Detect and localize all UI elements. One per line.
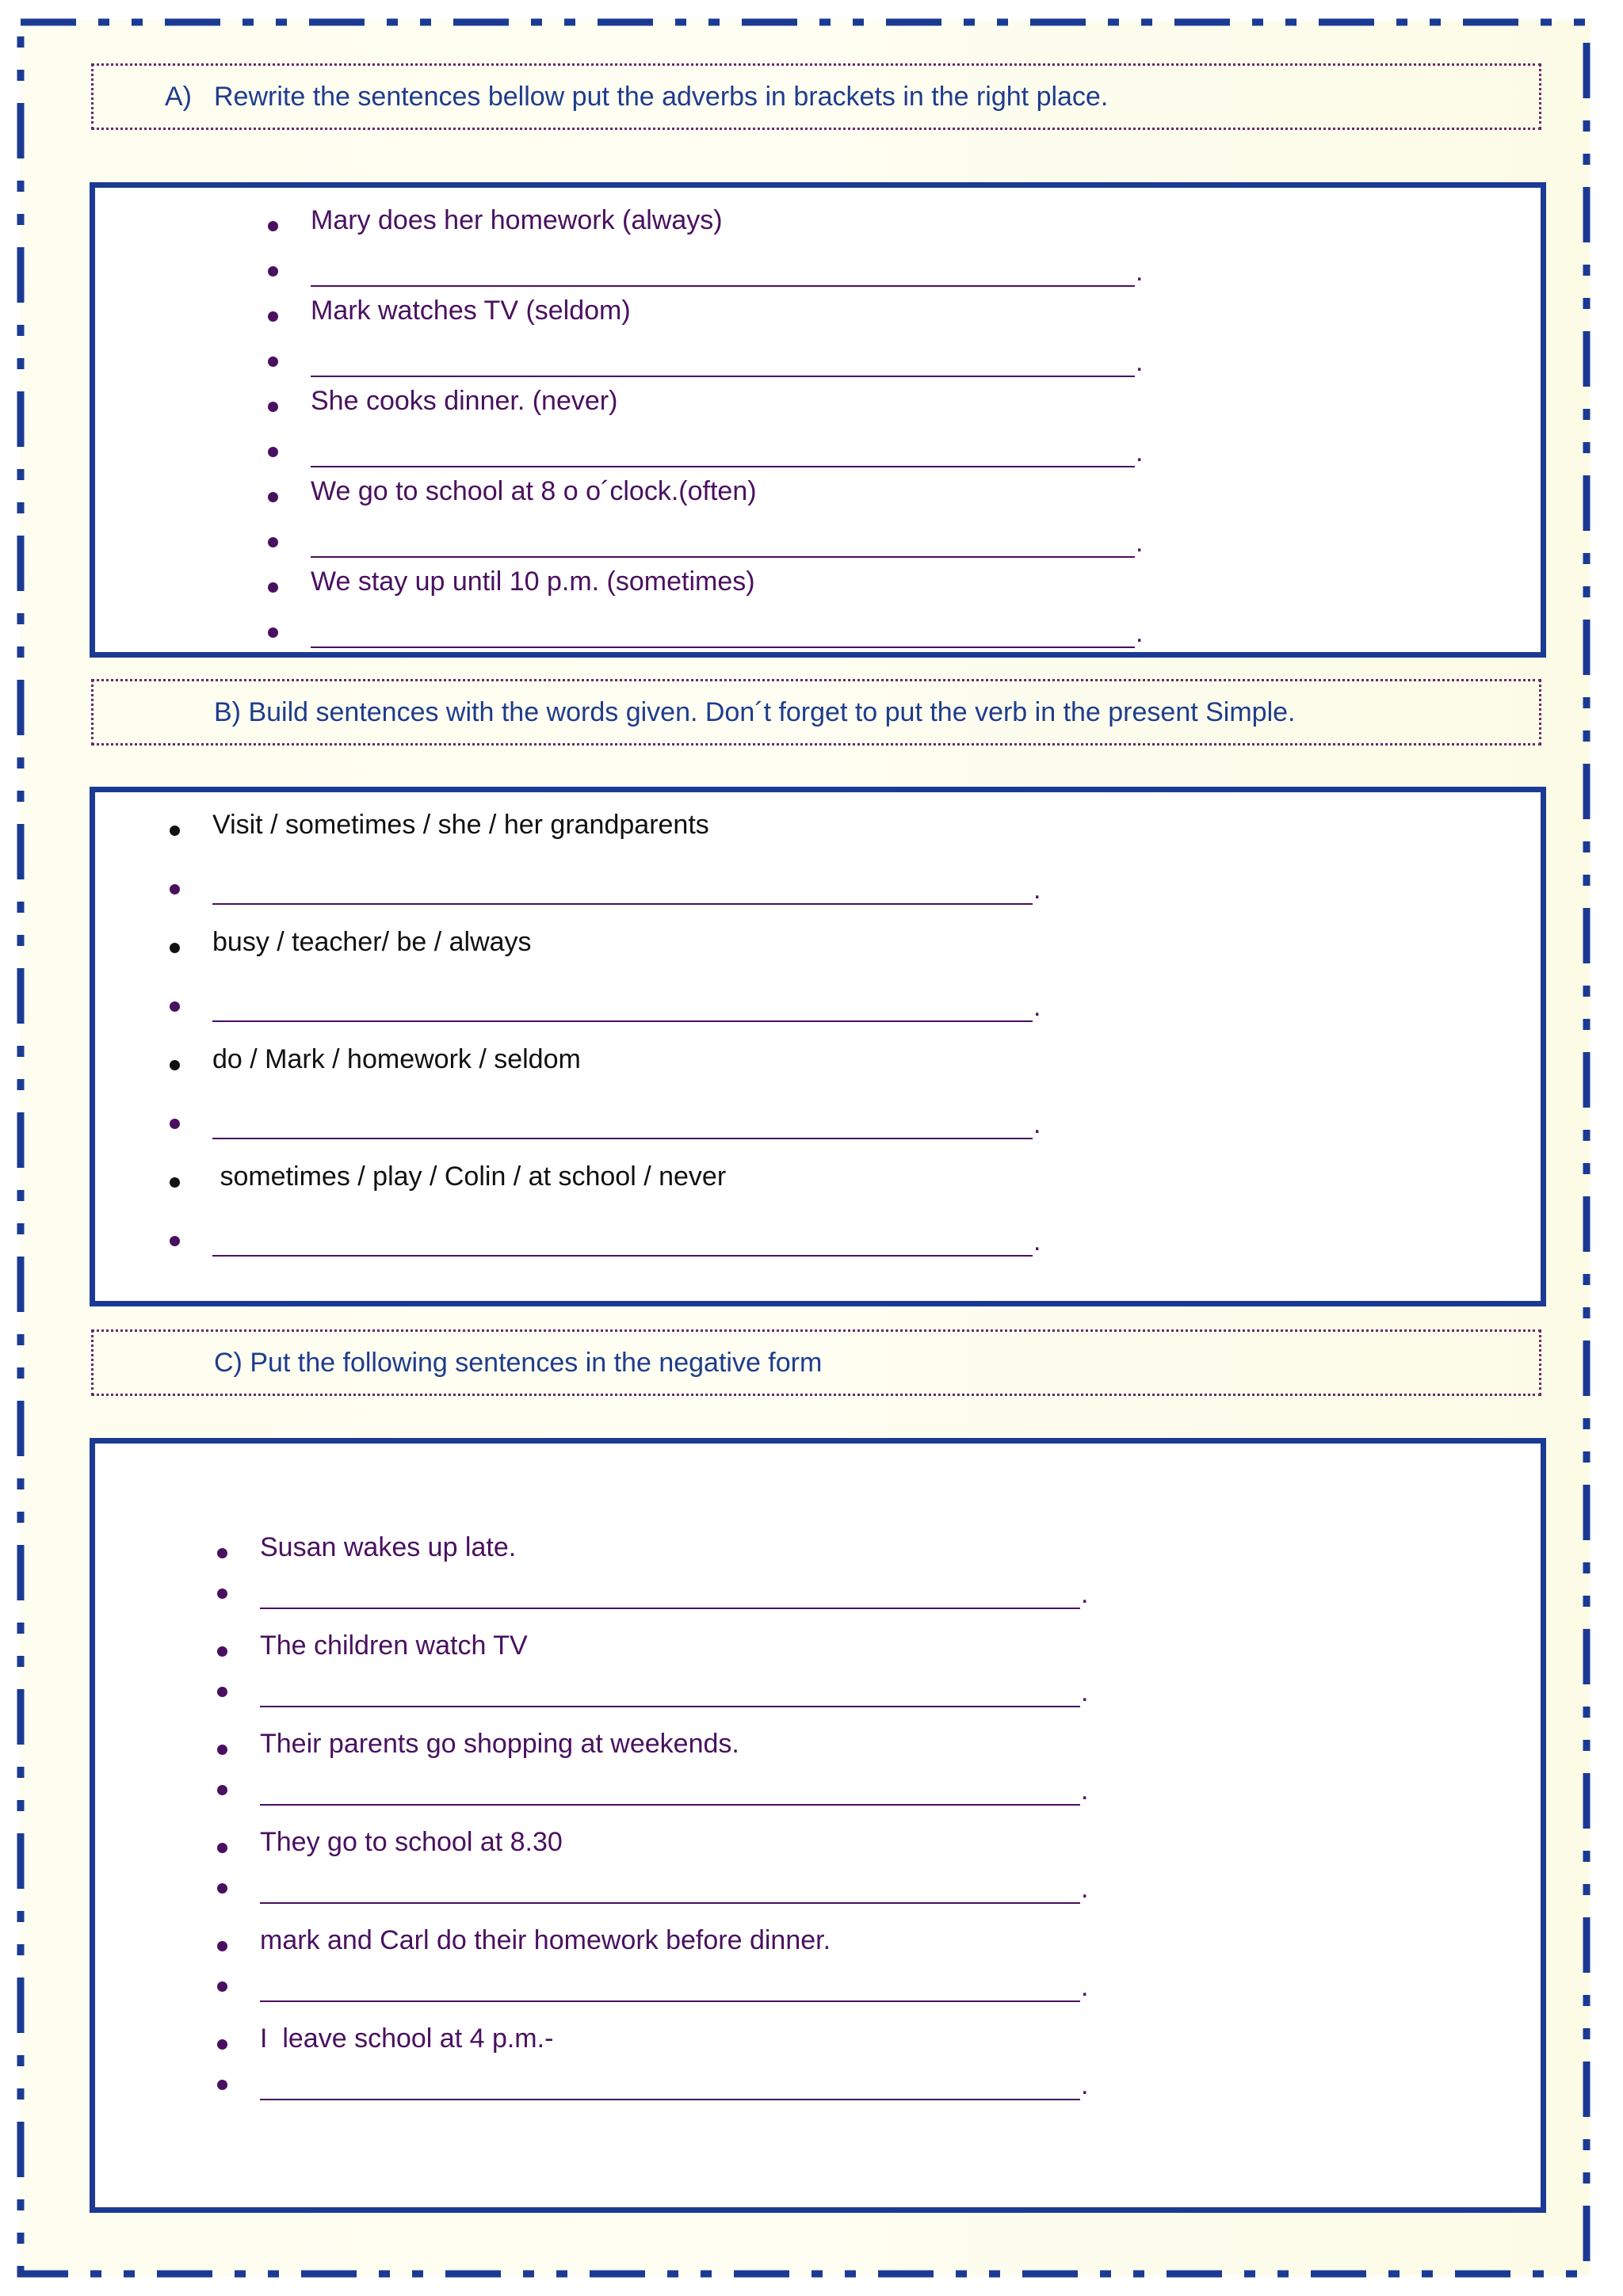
bullet — [268, 492, 278, 502]
bullet — [217, 1548, 227, 1558]
exercise-sentence: The children watch TV — [260, 1630, 528, 1661]
bullet — [217, 2039, 227, 2050]
bullet — [217, 1745, 227, 1755]
answer-line[interactable] — [260, 1608, 1080, 1609]
exercise-sentence: She cooks dinner. (never) — [311, 386, 618, 416]
bullet — [170, 943, 180, 953]
bullet — [217, 2080, 227, 2090]
answer-period: . — [1081, 1874, 1089, 1904]
section-c-instruction — [91, 1329, 1541, 1396]
answer-period: . — [1081, 1775, 1089, 1806]
answer-line[interactable] — [212, 1020, 1033, 1022]
bullet — [217, 1646, 227, 1657]
bullet — [217, 1687, 227, 1697]
word-prompt: do / Mark / homework / seldom — [212, 1044, 581, 1074]
bullet — [217, 1589, 227, 1599]
exercise-sentence: We stay up until 10 p.m. (sometimes) — [311, 566, 755, 597]
bullet — [268, 447, 278, 457]
section-b-instruction-text: B) Build sentences with the words given. Don´t forget to put the verb in the present Simple. — [214, 697, 1296, 727]
bullet — [268, 582, 278, 593]
section-b-box — [90, 787, 1546, 1306]
word-prompt: sometimes / play / Colin / at school / never — [212, 1161, 727, 1192]
bullet — [170, 826, 180, 836]
bullet — [170, 1177, 180, 1188]
answer-period: . — [1033, 1226, 1041, 1257]
answer-line[interactable] — [260, 1902, 1080, 1904]
bullet — [268, 627, 278, 638]
section-c-instruction-text: C) Put the following sentences in the negative form — [214, 1348, 823, 1378]
answer-line[interactable] — [311, 376, 1135, 377]
bullet — [170, 884, 180, 894]
bullet — [170, 1119, 180, 1129]
answer-period: . — [1136, 437, 1144, 467]
answer-line[interactable] — [311, 466, 1135, 467]
answer-line[interactable] — [311, 646, 1135, 648]
answer-period: . — [1033, 875, 1041, 905]
bullet — [268, 357, 278, 367]
word-prompt: Visit / sometimes / she / her grandparents — [212, 810, 709, 840]
answer-line[interactable] — [311, 285, 1135, 287]
bullet — [268, 311, 278, 322]
bullet — [170, 1060, 180, 1070]
bullet — [217, 1843, 227, 1853]
exercise-sentence: Mary does her homework (always) — [311, 205, 723, 235]
bullet — [217, 1785, 227, 1795]
section-a-box — [90, 182, 1546, 658]
section-a-letter: A) — [165, 82, 192, 112]
answer-period: . — [1136, 257, 1144, 287]
answer-period: . — [1081, 1579, 1089, 1609]
word-prompt: busy / teacher/ be / always — [212, 927, 532, 957]
section-c-box — [90, 1438, 1546, 2213]
answer-line[interactable] — [260, 2000, 1080, 2002]
answer-line[interactable] — [311, 556, 1135, 558]
exercise-sentence: Their parents go shopping at weekends. — [260, 1729, 739, 1759]
answer-line[interactable] — [212, 1255, 1033, 1257]
answer-period: . — [1033, 992, 1041, 1022]
bullet — [170, 1001, 180, 1012]
section-b-instruction — [91, 679, 1541, 746]
exercise-sentence: We go to school at 8 o o´clock.(often) — [311, 476, 757, 506]
answer-period: . — [1081, 2070, 1089, 2100]
answer-line[interactable] — [212, 903, 1033, 905]
bullet — [217, 1981, 227, 1992]
bullet — [217, 1941, 227, 1951]
bullet — [268, 221, 278, 231]
answer-period: . — [1136, 528, 1144, 558]
answer-period: . — [1136, 618, 1144, 648]
answer-line[interactable] — [260, 1804, 1080, 1806]
answer-line[interactable] — [212, 1138, 1033, 1139]
section-a-instruction — [91, 63, 1541, 130]
answer-line[interactable] — [260, 2099, 1080, 2100]
exercise-sentence: I leave school at 4 p.m.- — [260, 2023, 554, 2054]
answer-line[interactable] — [260, 1706, 1080, 1707]
bullet — [268, 537, 278, 547]
bullet — [170, 1236, 180, 1246]
answer-period: . — [1081, 1677, 1089, 1707]
answer-period: . — [1033, 1109, 1041, 1139]
exercise-sentence: Mark watches TV (seldom) — [311, 296, 631, 326]
bullet — [268, 402, 278, 412]
section-a-instruction-text: Rewrite the sentences bellow put the adverbs in brackets in the right place. — [214, 82, 1109, 112]
answer-period: . — [1081, 1972, 1089, 2002]
exercise-sentence: mark and Carl do their homework before dinner. — [260, 1925, 831, 1955]
bullet — [268, 266, 278, 277]
exercise-sentence: Susan wakes up late. — [260, 1532, 517, 1562]
bullet — [217, 1883, 227, 1894]
answer-period: . — [1136, 347, 1144, 377]
exercise-sentence: They go to school at 8.30 — [260, 1827, 563, 1857]
